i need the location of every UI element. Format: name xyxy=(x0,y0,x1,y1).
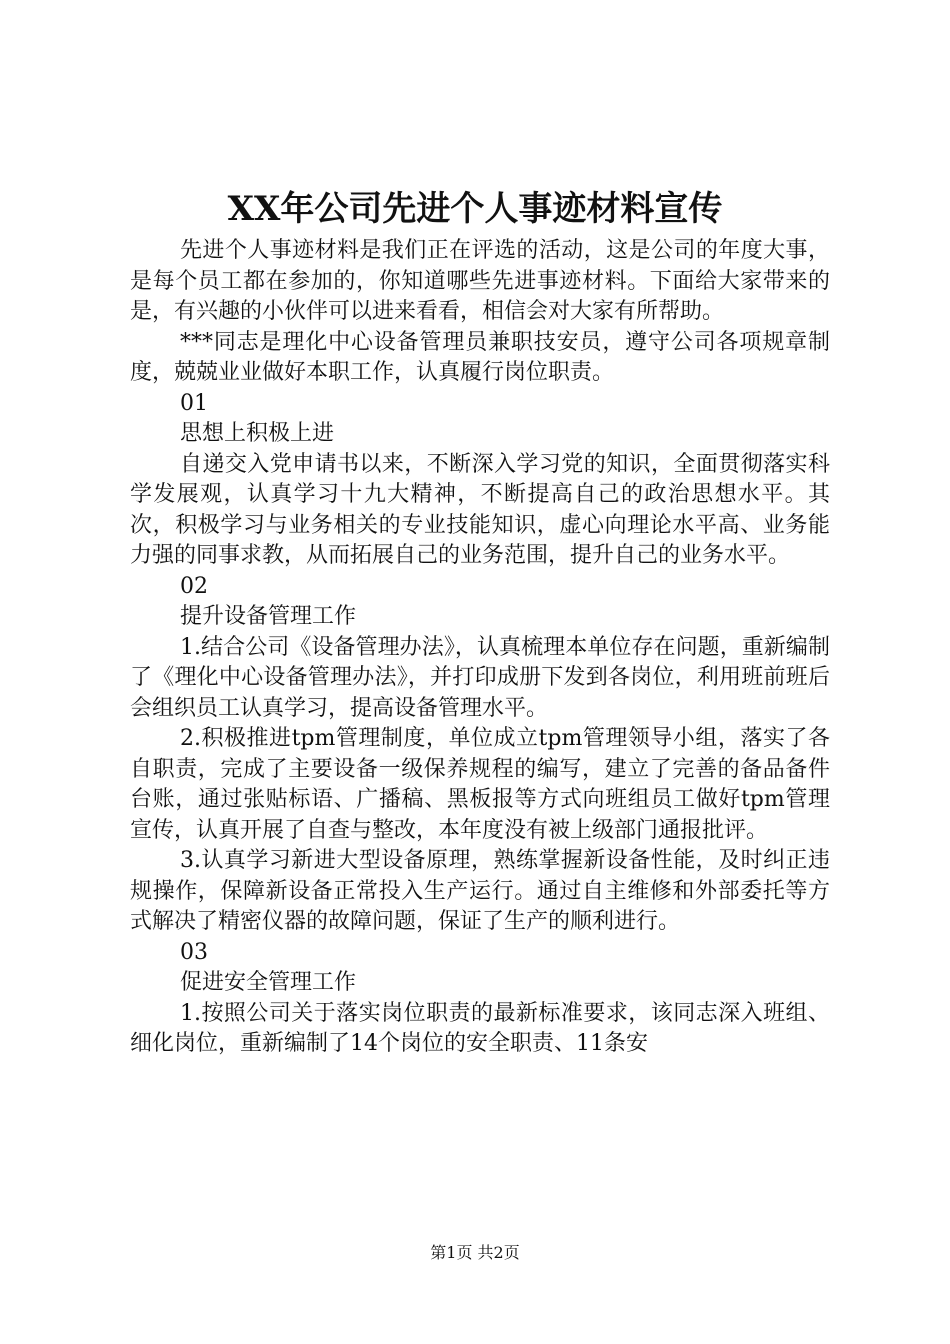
section-paragraph: 自递交入党申请书以来，不断深入学习党的知识，全面贯彻落实科学发展观，认真学习十九大精神，不断提高自己的政治思想水平。其次，积极学习与业务相关的专业技能知识，虚心向理论水平高、业务能力强的同事求教，从而拓展自己的业务范围，提升自己的业务水平。 xyxy=(130,451,830,568)
section-heading: 提升设备管理工作 xyxy=(180,604,357,629)
page-number-footer: 第1页 共2页 xyxy=(430,1243,520,1262)
section-paragraph: 3.认真学习新进大型设备原理，熟练掌握新设备性能，及时纠正违规操作，保障新设备正常投入生产运行。通过自主维修和外部委托等方式解决了精密仪器的故障问题，保证了生产的顺利进行。 xyxy=(130,848,830,934)
section-paragraph: 1.结合公司《设备管理办法》，认真梳理本单位存在问题，重新编制了《理化中心设备管理办法》，并打印成册下发到各岗位，利用班前班后会组织员工认真学习，提高设备管理水平。 xyxy=(130,634,830,721)
section-paragraph: 2.积极推进tpm管理制度，单位成立tpm管理领导小组，落实了各自职责，完成了主要设备一级保养规程的编写，建立了完善的备品备件台账，通过张贴标语、广播稿、黑板报等方式向班组员工做好tpm管理宣传，认真开展了自查与整改，本年度没有被上级部门通报批评。 xyxy=(130,726,830,843)
section-heading: 思想上积极上进 xyxy=(180,421,335,446)
document-body xyxy=(130,236,830,1060)
section-paragraph: 1.按照公司关于落实岗位职责的最新标准要求，该同志深入班组、细化岗位，重新编制了14个岗位的安全职责、11条安 xyxy=(130,1000,830,1056)
document-title: XX年公司先进个人事迹材料宣传 xyxy=(227,189,723,229)
section-number: 02 xyxy=(180,573,208,599)
profile-paragraph: ***同志是理化中心设备管理员兼职技安员，遵守公司各项规章制度，兢兢业业做好本职工作，认真履行岗位职责。 xyxy=(130,329,830,385)
section-number: 01 xyxy=(180,390,208,416)
intro-paragraph: 先进个人事迹材料是我们正在评选的活动，这是公司的年度大事，是每个员工都在参加的，你知道哪些先进事迹材料。下面给大家带来的是，有兴趣的小伙伴可以进来看看，相信会对大家有所帮助。 xyxy=(130,238,830,324)
section-number: 03 xyxy=(180,939,208,965)
section-heading: 促进安全管理工作 xyxy=(180,970,357,995)
